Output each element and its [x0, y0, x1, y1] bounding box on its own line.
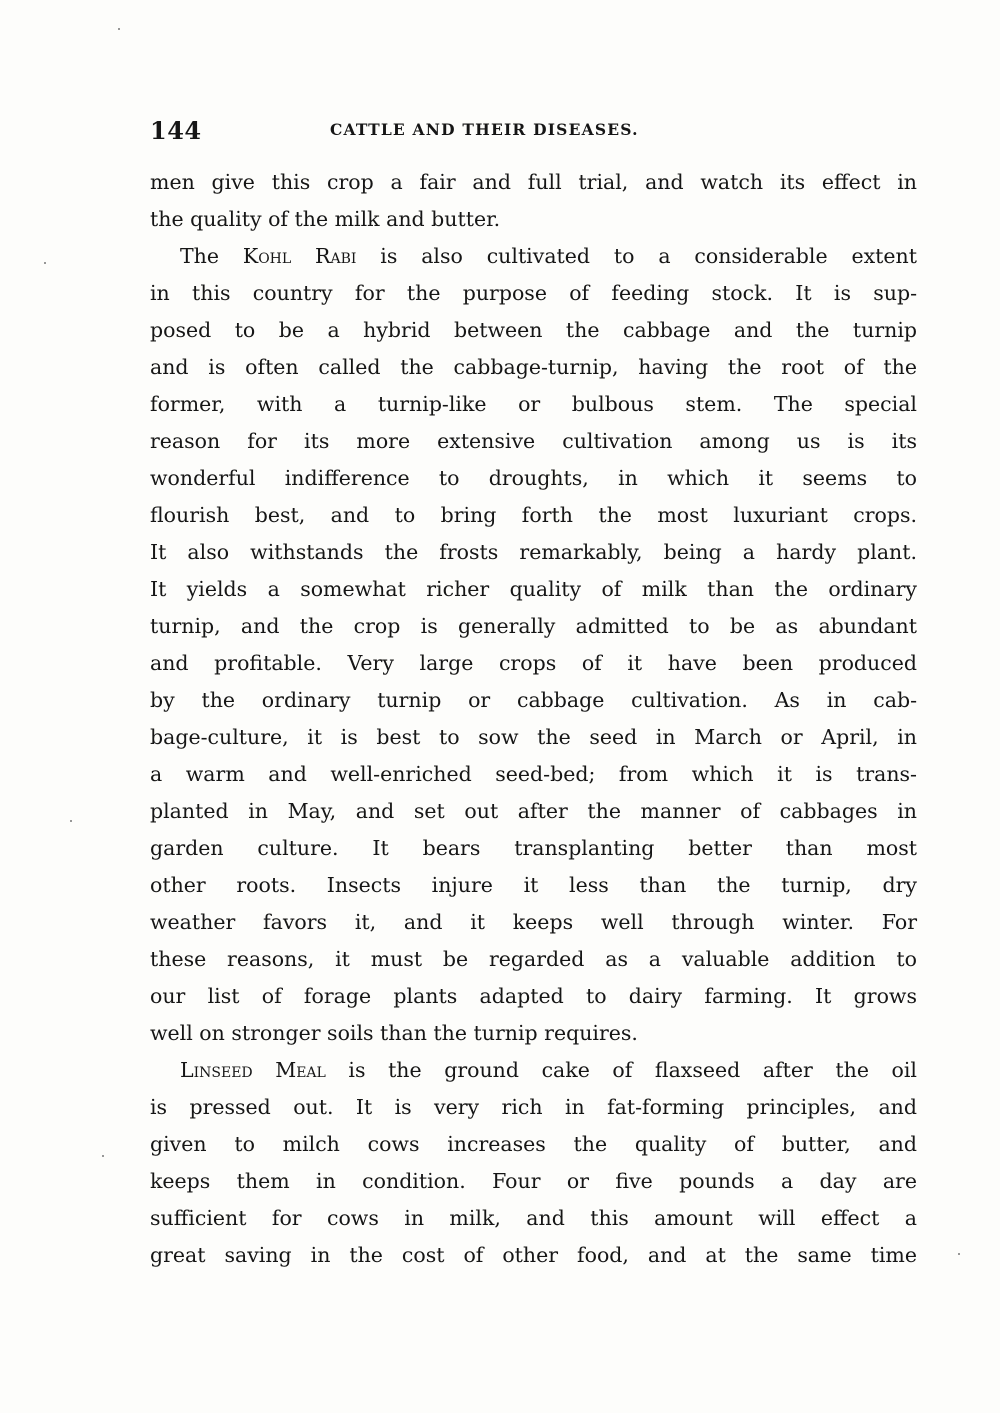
text-line: a warm and well-enriched seed-bed; from which it is trans-	[150, 762, 917, 786]
running-head: CATTLE AND THEIR DISEASES.	[330, 120, 639, 139]
scan-speck	[44, 262, 46, 264]
text-line: and is often called the cabbage-turnip, having the root of the	[150, 355, 917, 379]
line-rest: is also cultivated to a considerable extent	[380, 244, 917, 268]
text-line: our list of forage plants adapted to dairy farming. It grows	[150, 984, 917, 1008]
text-line	[180, 238, 917, 274]
scan-speck	[958, 1253, 960, 1255]
text-line: given to milch cows increases the quality of butter, and	[150, 1132, 917, 1156]
line-rest: is the ground cake of flaxseed after the oil	[348, 1058, 917, 1082]
text-line: reason for its more extensive cultivation among us is its	[150, 429, 917, 453]
text-line: planted in May, and set out after the manner of cabbages in	[150, 799, 917, 823]
text-line: It also withstands the frosts remarkably, being a hardy plant.	[150, 540, 917, 564]
scan-speck	[102, 1155, 104, 1157]
text-line: garden culture. It bears transplanting better than most	[150, 836, 917, 860]
text-line: these reasons, it must be regarded as a valuable addition to	[150, 947, 917, 971]
scan-speck	[118, 28, 120, 30]
text-line: great saving in the cost of other food, and at the same time	[150, 1243, 917, 1267]
text-line: turnip, and the crop is generally admitted to be as abundant	[150, 614, 917, 638]
text-line: bage-culture, it is best to sow the seed in March or April, in	[150, 725, 917, 749]
term-linseed-meal: Linseed Meal	[180, 1058, 326, 1082]
text-line: posed to be a hybrid between the cabbage and the turnip	[150, 318, 917, 342]
text-line: well on stronger soils than the turnip requires.	[150, 1021, 638, 1045]
text-line	[180, 1052, 917, 1088]
lead-word: The	[180, 244, 220, 268]
text-line: weather favors it, and it keeps well through winter. For	[150, 910, 917, 934]
scan-speck	[70, 820, 72, 822]
text-line: in this country for the purpose of feeding stock. It is sup-	[150, 281, 917, 305]
text-line: keeps them in condition. Four or five pounds a day are	[150, 1169, 917, 1193]
text-line: flourish best, and to bring forth the most luxuriant crops.	[150, 503, 917, 527]
page-header	[150, 116, 920, 146]
text-line: wonderful indifference to droughts, in which it seems to	[150, 466, 917, 490]
text-line: It yields a somewhat richer quality of milk than the ordinary	[150, 577, 917, 601]
text-line: sufficient for cows in milk, and this amount will effect a	[150, 1206, 917, 1230]
text-line: by the ordinary turnip or cabbage cultivation. As in cab-	[150, 688, 917, 712]
text-line: other roots. Insects injure it less than the turnip, dry	[150, 873, 917, 897]
text-line: the quality of the milk and butter.	[150, 207, 501, 231]
text-line: and profitable. Very large crops of it have been produced	[150, 651, 917, 675]
term-kohl-rabi: Kohl Rabi	[242, 244, 357, 268]
text-line: men give this crop a fair and full trial, and watch its effect in	[150, 170, 917, 194]
page-number: 144	[150, 116, 202, 145]
text-line: former, with a turnip-like or bulbous stem. The special	[150, 392, 917, 416]
text-line: is pressed out. It is very rich in fat-forming principles, and	[150, 1095, 917, 1119]
